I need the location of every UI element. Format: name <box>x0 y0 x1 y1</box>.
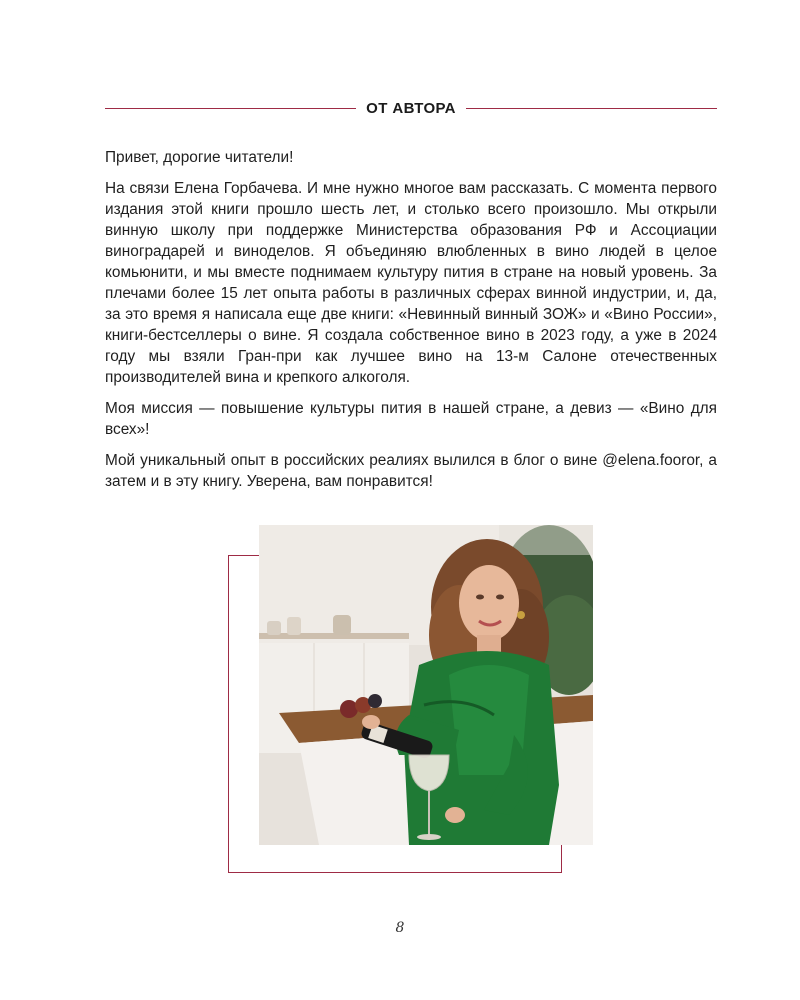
section-title: ОТ АВТОРА <box>366 99 456 117</box>
greeting-paragraph: Привет, дорогие читатели! <box>105 149 294 166</box>
author-photo <box>259 525 593 845</box>
author-note-body <box>105 147 717 502</box>
page-number: 8 <box>395 920 405 936</box>
mission-paragraph: Моя миссия — повышение культуры пития в нашей стране, а девиз — «Вино для всех»! <box>105 400 717 438</box>
header-rule-left <box>105 108 356 109</box>
header-rule-right <box>466 108 717 109</box>
section-header <box>105 98 717 118</box>
blog-paragraph: Мой уникальный опыт в российских реалиях вылился в блог о вине @elena.fooror, а затем и в эту книгу. Уверена, вам понравится! <box>105 452 717 490</box>
intro-paragraph: На связи Елена Горбачева. И мне нужно многое вам рассказать. С момента первого издания этой книги прошло шесть лет, и столько всего произошло. Мы открыли винную школу при поддержке Министерства образования РФ и Ассоциации виноградарей и виноделов. Я объединяю влюбленных в вино людей в целое комьюнити, и мы вместе поднимаем культуру пития в стране на новый уровень. За плечами более 15 лет опыта работы в различных сферах винной индустрии, и, да, за это время я написала еще две книги: «Невинный винный ЗОЖ» и «Вино России», книги-бестселлеры о вине. Я создала собственное вино в 2023 году, а уже в 2024 году мы взяли Гран-при как лучшее вино на 13-м Салоне отечественных производителей вина и крепкого алкоголя. <box>105 180 717 386</box>
